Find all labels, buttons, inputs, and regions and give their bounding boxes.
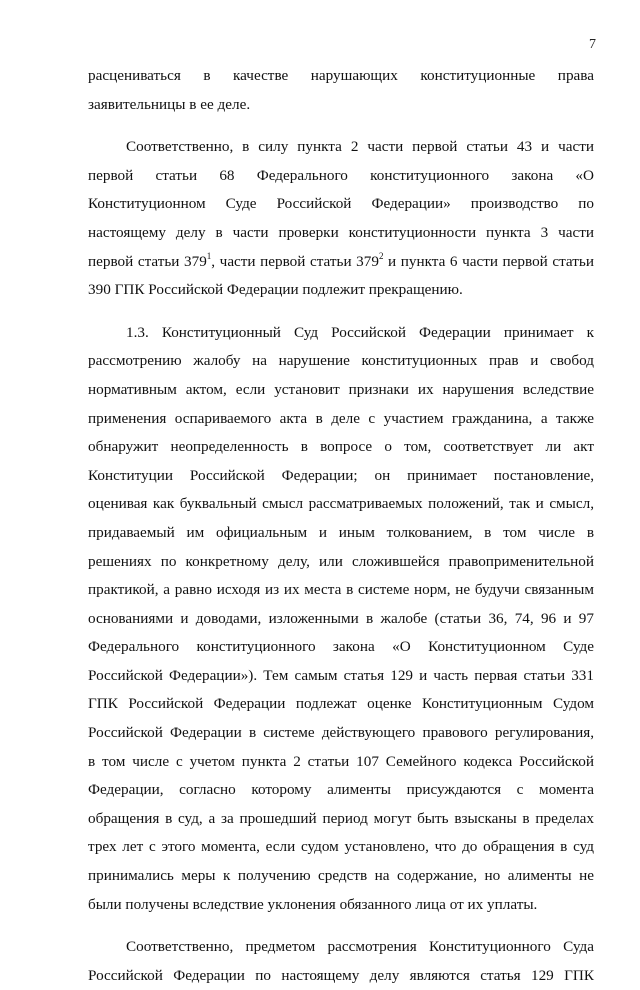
paragraph-line [88, 548, 594, 577]
paragraph-spacer [88, 919, 594, 933]
line-text: 1.3. Конституционный Суд Российской Федерации принимает к [126, 323, 594, 341]
line-text: в том числе с учетом пункта 2 статьи 107 Семейного кодекса Российской [88, 752, 594, 770]
paragraph-line [88, 862, 594, 891]
line-text: Конституционном Суде Российской Федерации» производство по [88, 195, 594, 213]
line-text: были получены вследствие уклонения обязанного лица от их уплаты. [88, 895, 538, 913]
superscript: 2 [378, 250, 384, 261]
paragraph-line [88, 748, 594, 777]
paragraph-line [88, 376, 594, 405]
line-text: нормативным актом, если установит признаки их нарушения вследствие [88, 380, 594, 398]
line-text: заявительницы в ее деле. [88, 95, 251, 113]
line-text: первой статьи 68 Федерального конституционного закона «О [88, 166, 594, 184]
paragraph-line [88, 462, 594, 491]
paragraph-line [88, 162, 594, 191]
line-text: основаниями и доводами, изложенными в жалобе (статьи 36, 74, 96 и 97 [88, 609, 594, 627]
paragraph-line [88, 319, 594, 348]
line-text: практикой, а равно исходя из их места в системе норм, не будучи связанным [88, 581, 594, 599]
paragraph-line [88, 519, 594, 548]
line-text: решениях по конкретному делу, или сложившейся правоприменительной [88, 552, 594, 570]
paragraph-line [88, 690, 594, 719]
paragraph-line [88, 276, 594, 305]
line-text: Российской Федерации в системе действующего правового регулирования, [88, 724, 594, 742]
paragraph-line-with-superscripts [88, 248, 594, 277]
line-text: , части первой статьи 379 [211, 252, 379, 270]
line-text: Федерации, согласно которому алименты присуждаются с момента [88, 781, 594, 799]
paragraph-2 [88, 133, 594, 305]
paragraph-3 [88, 319, 594, 919]
line-text: принимались меры к получению средств на содержание, но алименты не [88, 867, 594, 885]
line-text: трех лет с этого момента, если судом установлено, что до обращения в суд [88, 838, 594, 856]
paragraph-line [88, 490, 594, 519]
line-text: первой статьи 379 [88, 252, 207, 270]
paragraph-line [88, 190, 594, 219]
line-text: оценивая как буквальный смысл рассматриваемых положений, так и смысл, [88, 495, 594, 513]
paragraph-spacer [88, 305, 594, 319]
superscript: 1 [206, 250, 212, 261]
line-text: Соответственно, предметом рассмотрения Конституционного Суда [126, 938, 594, 956]
line-text: 390 ГПК Российской Федерации подлежит прекращению. [88, 281, 463, 299]
paragraph-line [88, 962, 594, 990]
line-text: применения оспариваемого акта в деле с участием гражданина, а также [88, 409, 594, 427]
paragraph-line [88, 219, 594, 248]
paragraph-line [88, 633, 594, 662]
paragraph-spacer [88, 119, 594, 133]
paragraph-line [88, 833, 594, 862]
paragraph-line [88, 805, 594, 834]
line-text: рассмотрению жалобу на нарушение конституционных прав и свобод [88, 352, 594, 370]
paragraph-4 [88, 933, 594, 990]
paragraph-line [88, 405, 594, 434]
line-text: Соответственно, в силу пункта 2 части первой статьи 43 и части [126, 138, 594, 156]
paragraph-line [88, 576, 594, 605]
line-text: Российской Федерации»). Тем самым статья 129 и часть первая статьи 331 [88, 666, 594, 684]
paragraph-line [88, 719, 594, 748]
paragraph-line [88, 605, 594, 634]
paragraph-line [88, 347, 594, 376]
page-number: 7 [589, 37, 596, 52]
paragraph-line [88, 133, 594, 162]
paragraph-line [88, 62, 594, 91]
paragraph-1 [88, 62, 594, 119]
line-text: Российской Федерации по настоящему делу являются статья 129 ГПК [88, 966, 594, 984]
line-text: обнаружит неопределенность в вопросе о том, соответствует ли акт [88, 438, 594, 456]
line-text: и пункта 6 части первой статьи [383, 252, 594, 270]
line-text: Федерального конституционного закона «О Конституционном Суде [88, 638, 594, 656]
paragraph-line [88, 776, 594, 805]
line-text: обращения в суд, а за прошедший период могут быть взысканы в пределах [88, 809, 594, 827]
document-body [88, 62, 594, 990]
paragraph-line [88, 933, 594, 962]
line-text: придаваемый им официальным и иным толкованием, в том числе в [88, 523, 594, 541]
line-text: расцениваться в качестве нарушающих конституционные права [88, 67, 594, 84]
line-text: Конституции Российской Федерации; он принимает постановление, [88, 466, 594, 484]
line-text: ГПК Российской Федерации подлежат оценке Конституционным Судом [88, 695, 594, 713]
paragraph-line [88, 662, 594, 691]
line-text: настоящему делу в части проверки конституционности пункта 3 части [88, 223, 594, 241]
paragraph-line [88, 433, 594, 462]
paragraph-line [88, 91, 594, 120]
